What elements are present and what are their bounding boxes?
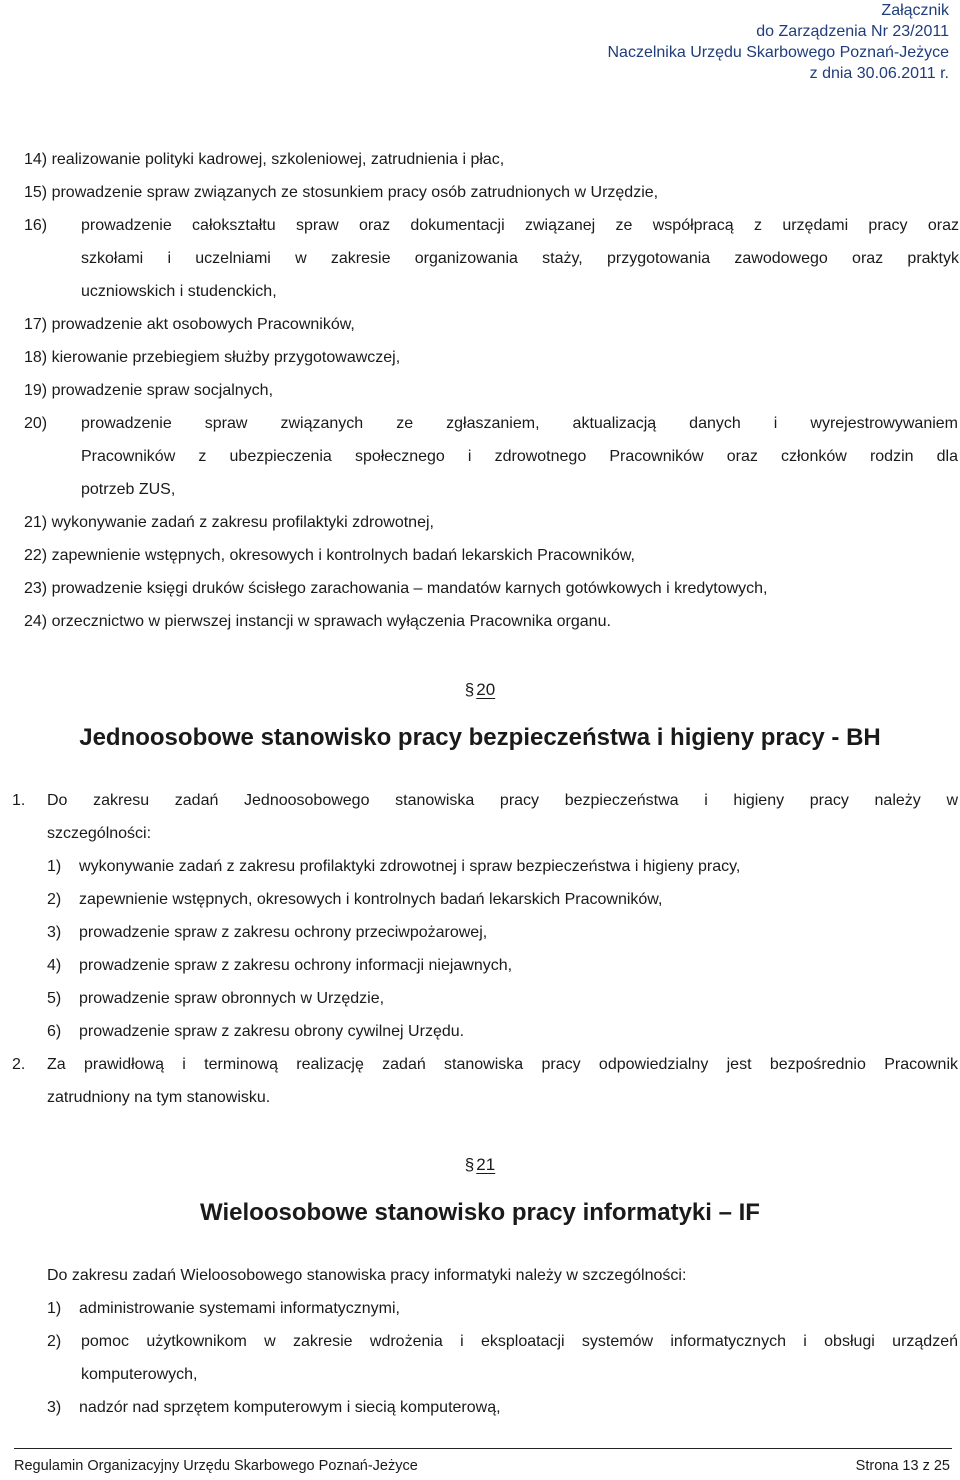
item-text-line: prowadzenie spraw związanych ze zgłaszaniem, aktualizacją danych i wyrejestrowywaniem bbox=[81, 415, 958, 432]
item-text: prowadzenie księgi druków ścisłego zarachowania – mandatów karnych gotówkowych i kredytowych, bbox=[51, 580, 768, 597]
list-item bbox=[47, 858, 740, 876]
item-text-line: uczniowskich i studenckich, bbox=[81, 283, 277, 300]
list-item bbox=[24, 151, 504, 169]
item-text-line: potrzeb ZUS, bbox=[81, 481, 176, 498]
list-item bbox=[47, 1300, 400, 1318]
paragraph-symbol: § bbox=[464, 680, 475, 699]
item-number: 15) bbox=[24, 184, 48, 201]
list-item bbox=[47, 1399, 501, 1417]
item-number: 14) bbox=[24, 151, 48, 168]
paragraph-line: Za prawidłową i terminową realizację zadań stanowiska pracy odpowiedzialny jest bezpośrednio Pracownik bbox=[47, 1056, 958, 1073]
item-text: kierowanie przebiegiem służby przygotowawczej, bbox=[51, 349, 401, 366]
item-text: orzecznictwo w pierwszej instancji w sprawach wyłączenia Pracownika organu. bbox=[51, 613, 611, 630]
item-number: 20) bbox=[24, 415, 48, 432]
item-text: wykonywanie zadań z zakresu profilaktyki zdrowotnej i spraw bezpieczeństwa i higieny pracy, bbox=[79, 858, 741, 875]
section-title: Jednoosobowe stanowisko pracy bezpieczeństwa i higieny pracy - BH bbox=[79, 724, 881, 751]
item-number: 5) bbox=[47, 990, 62, 1007]
section-number-value: 21 bbox=[476, 1155, 496, 1174]
item-number: 2) bbox=[47, 891, 62, 908]
item-number: 1) bbox=[47, 858, 62, 875]
item-number: 2) bbox=[47, 1333, 62, 1350]
paragraph-number: 2. bbox=[12, 1056, 26, 1073]
item-text: prowadzenie spraw z zakresu obrony cywilnej Urzędu. bbox=[79, 1023, 465, 1040]
list-item bbox=[47, 957, 512, 975]
item-number: 1) bbox=[47, 1300, 62, 1317]
item-number: 18) bbox=[24, 349, 48, 366]
item-text: zapewnienie wstępnych, okresowych i kontrolnych badań lekarskich Pracowników, bbox=[79, 891, 663, 908]
header-line: do Zarządzenia Nr 23/2011 bbox=[756, 23, 949, 40]
item-number: 22) bbox=[24, 547, 48, 564]
footer-document-name: Regulamin Organizacyjny Urzędu Skarbowego Poznań-Jeżyce bbox=[14, 1458, 418, 1474]
item-text: prowadzenie spraw z zakresu ochrony przeciwpożarowej, bbox=[79, 924, 488, 941]
item-text: prowadzenie spraw socjalnych, bbox=[51, 382, 274, 399]
section-number bbox=[0, 680, 960, 700]
paragraph-line: zatrudniony na tym stanowisku. bbox=[47, 1089, 271, 1106]
item-text-line: prowadzenie całokształtu spraw oraz dokumentacji związanej ze współpracą z urzędami pracy oraz bbox=[81, 217, 959, 234]
list-item bbox=[24, 382, 273, 400]
list-item bbox=[24, 316, 355, 334]
item-number: 19) bbox=[24, 382, 48, 399]
list-item bbox=[47, 1023, 464, 1041]
item-number: 3) bbox=[47, 924, 62, 941]
item-text: prowadzenie spraw z zakresu ochrony informacji niejawnych, bbox=[79, 957, 513, 974]
list-item bbox=[47, 990, 384, 1008]
list-item bbox=[47, 924, 487, 942]
footer-page-number: Strona 13 z 25 bbox=[855, 1458, 950, 1474]
item-text: nadzór nad sprzętem komputerowym i siecią komputerową, bbox=[79, 1399, 501, 1416]
list-item bbox=[24, 184, 658, 202]
item-number: 21) bbox=[24, 514, 48, 531]
item-number: 4) bbox=[47, 957, 62, 974]
list-item bbox=[24, 415, 47, 433]
header-line: Naczelnika Urzędu Skarbowego Poznań-Jeżyce bbox=[607, 44, 949, 61]
item-text: prowadzenie spraw związanych ze stosunkiem pracy osób zatrudnionych w Urzędzie, bbox=[51, 184, 659, 201]
item-number: 24) bbox=[24, 613, 48, 630]
list-item bbox=[24, 349, 400, 367]
list-item bbox=[24, 580, 767, 598]
paragraph-line: Do zakresu zadań Jednoosobowego stanowiska pracy bezpieczeństwa i higieny pracy należy w bbox=[47, 792, 958, 809]
item-number: 17) bbox=[24, 316, 48, 333]
item-text: zapewnienie wstępnych, okresowych i kontrolnych badań lekarskich Pracowników, bbox=[51, 547, 635, 564]
list-item bbox=[24, 514, 434, 532]
item-number: 23) bbox=[24, 580, 48, 597]
list-item bbox=[24, 217, 47, 235]
section-number-value: 20 bbox=[476, 680, 496, 699]
header-line: Załącznik bbox=[881, 2, 949, 19]
item-number: 16) bbox=[24, 217, 48, 234]
footer-divider bbox=[14, 1448, 952, 1449]
list-item bbox=[24, 613, 611, 631]
item-text-line: Pracowników z ubezpieczenia społecznego i zdrowotnego Pracowników oraz członków rodzin dla bbox=[81, 448, 958, 465]
paragraph-symbol: § bbox=[464, 1155, 475, 1174]
item-number: 6) bbox=[47, 1023, 62, 1040]
document-header bbox=[607, 0, 949, 84]
item-text-line: pomoc użytkownikom w zakresie wdrożenia i eksploatacji systemów informatycznych i obsługi urządzeń bbox=[81, 1333, 958, 1350]
section-number bbox=[0, 1155, 960, 1175]
item-text: wykonywanie zadań z zakresu profilaktyki zdrowotnej, bbox=[51, 514, 434, 531]
header-line: z dnia 30.06.2011 r. bbox=[809, 65, 949, 82]
section-title: Wieloosobowe stanowisko pracy informatyki – IF bbox=[200, 1199, 760, 1226]
list-item bbox=[47, 1333, 61, 1351]
item-text: realizowanie polityki kadrowej, szkoleniowej, zatrudnienia i płac, bbox=[51, 151, 505, 168]
item-text: administrowanie systemami informatycznymi, bbox=[79, 1300, 400, 1317]
list-item bbox=[47, 891, 662, 909]
item-text: prowadzenie akt osobowych Pracowników, bbox=[51, 316, 355, 333]
list-item bbox=[24, 547, 635, 565]
paragraph-line: szczególności: bbox=[47, 825, 152, 842]
paragraph-line: Do zakresu zadań Wieloosobowego stanowiska pracy informatyki należy w szczególności: bbox=[47, 1267, 687, 1284]
item-text-line: szkołami i uczelniami w zakresie organizowania staży, przygotowania zawodowego oraz praktyk bbox=[81, 250, 959, 267]
item-text: prowadzenie spraw obronnych w Urzędzie, bbox=[79, 990, 385, 1007]
paragraph-number: 1. bbox=[12, 792, 26, 809]
item-text-line: komputerowych, bbox=[81, 1366, 198, 1383]
item-number: 3) bbox=[47, 1399, 62, 1416]
